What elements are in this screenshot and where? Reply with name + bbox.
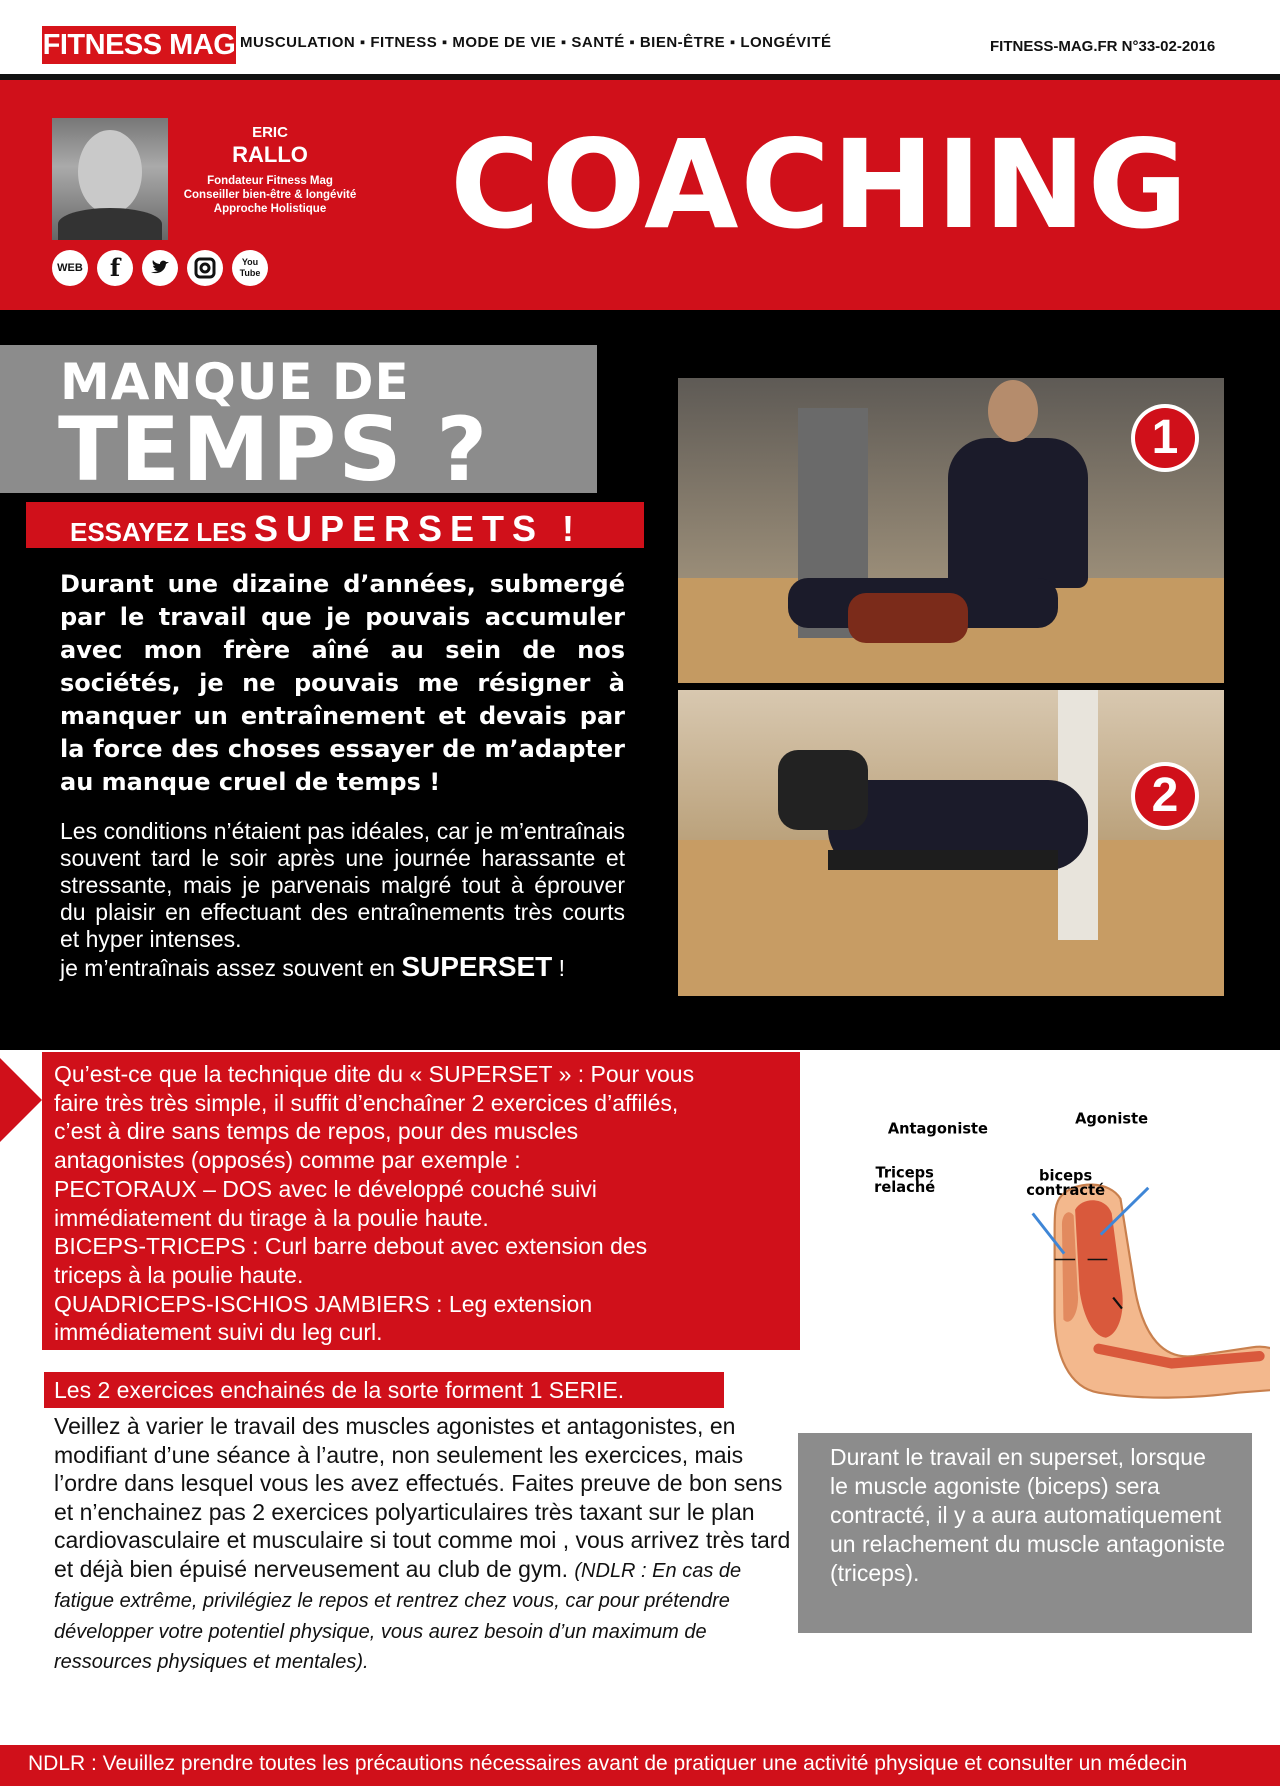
- author-last-name: RALLO: [232, 142, 308, 167]
- headline-line1: MANQUE DE: [60, 353, 410, 411]
- sidebar-text: Durant le travail en superset, lorsque le muscle agoniste (biceps) sera contracté, il y a aura automatiquement un relachement du muscle antagoniste (triceps).: [830, 1444, 1226, 1586]
- subheadline-prefix: ESSAYEZ LES: [70, 517, 254, 547]
- photo-badge-2: [1131, 762, 1199, 830]
- subheadline: [70, 508, 582, 550]
- author-first-name: ERIC: [252, 124, 288, 141]
- pointer-arrow: [0, 1058, 42, 1142]
- section-title: COACHING: [450, 114, 1190, 256]
- editor-note: (NDLR : En cas de fatigue extrême, privilégiez le repos et rentrez chez vous, car pour prétendre développer votre potentiel physique, vous aurez besoin d’un maximum de ressources physiques et mentales).: [54, 1559, 742, 1673]
- athlete-shoes: [778, 750, 868, 830]
- body-paragraph-2: [54, 1412, 794, 1677]
- agonist-label: Agoniste: [1075, 1110, 1149, 1128]
- triceps-label-1: Triceps: [875, 1164, 934, 1182]
- definition-text: [54, 1060, 794, 1347]
- biceps-label-1: biceps: [1038, 1167, 1093, 1185]
- photo-badge-2-label: 2: [1135, 766, 1195, 826]
- subheadline-main: SUPERSETS !: [254, 508, 583, 549]
- facebook-icon[interactable]: f: [97, 250, 133, 286]
- definition-line: immédiatement du tirage à la poulie haute.: [54, 1204, 489, 1231]
- top-navigation[interactable]: MUSCULATION ▪ FITNESS ▪ MODE DE VIE ▪ SANTÉ ▪ BIEN-ÊTRE ▪ LONGÉVITÉ: [240, 34, 832, 51]
- body-paragraph-1-last: je m’entraînais assez souvent en: [60, 955, 402, 981]
- author-role: [160, 174, 380, 216]
- author-role-line: Fondateur Fitness Mag: [207, 175, 333, 187]
- twitter-icon[interactable]: [142, 250, 178, 286]
- youtube-icon[interactable]: You Tube: [232, 250, 268, 286]
- photo-badge-1: [1131, 404, 1199, 472]
- superset-emphasis: SUPERSET: [401, 951, 553, 982]
- brand-logo[interactable]: FITNESS MAG: [42, 26, 236, 64]
- definition-line: c’est à dire sans temps de repos, pour des muscles: [54, 1118, 579, 1145]
- instagram-icon[interactable]: [187, 250, 223, 286]
- athlete-head: [988, 380, 1038, 442]
- body-paragraph-1-end: !: [552, 955, 566, 981]
- biceps-label-2: contracté: [1026, 1182, 1106, 1200]
- definition-line: antagonistes (opposés) comme par exemple :: [54, 1147, 521, 1174]
- author-role-line: Conseiller bien-être & longévité: [183, 189, 357, 201]
- body-paragraph-2-text: Veillez à varier le travail des muscles agonistes et antagonistes, en modifiant d’une séance à l’autre, non seulement les exercices, mais l’ordre dans lesquel vous les avez effectués. Faites preuve de bon sens et n’enchainez pas 2 exercices polyarticulaires très taxant sur le plan cardiovasculaire et musculaire si tout comme moi , vous arrivez très tard et déjà bien épuisé nerveusement au club de gym.: [54, 1413, 791, 1582]
- definition-line: Qu’est-ce que la technique dite du « SUPERSET » : Pour vous: [54, 1061, 695, 1087]
- antagonist-label: Antagoniste: [887, 1120, 988, 1138]
- author-role-line: Approche Holistique: [213, 203, 327, 215]
- athlete: [948, 438, 1088, 588]
- definition-line: triceps à la poulie haute.: [54, 1261, 304, 1288]
- twitter-bird-icon: [142, 250, 178, 286]
- series-note: Les 2 exercices enchainés de la sorte forment 1 SERIE.: [54, 1377, 625, 1403]
- body-paragraph-1-text: Les conditions n’étaient pas idéales, car je m’entraînais souvent tard le soir après une journée harassante et stressante, mais je parvenais malgré tout à éprouver du plaisir en effectuant des entraînements très courts et hyper intenses.: [60, 818, 625, 952]
- triceps-label-2: relaché: [874, 1179, 936, 1197]
- machine-pad: [848, 593, 968, 643]
- definition-line: BICEPS-TRICEPS : Curl barre debout avec extension des: [54, 1233, 648, 1260]
- definition-line: faire très très simple, il suffit d’enchaîner 2 exercices d’affilés,: [54, 1089, 679, 1116]
- web-icon[interactable]: WEB: [52, 250, 88, 286]
- author-face: [78, 130, 142, 214]
- headline-line2: TEMPS ?: [58, 398, 490, 501]
- footer-disclaimer: NDLR : Veuillez prendre toutes les précautions nécessaires avant de pratiquer une activité physique et consulter un médecin: [28, 1752, 1188, 1775]
- definition-line: QUADRICEPS-ISCHIOS JAMBIERS : Leg extension: [54, 1290, 593, 1317]
- issue-number: FITNESS-MAG.FR N°33-02-2016: [990, 38, 1216, 55]
- camera-icon: [187, 250, 223, 286]
- definition-line: immédiatement suivi du leg curl.: [54, 1319, 383, 1346]
- body-paragraph-1: [60, 818, 625, 982]
- definition-line: PECTORAUX – DOS avec le développé couché suivi: [54, 1175, 597, 1202]
- photo-badge-1-label: 1: [1135, 408, 1195, 468]
- author-shoulders: [58, 208, 162, 240]
- intro-paragraph: Durant une dizaine d’années, submergé par le travail que je pouvais accumuler avec mon frère aîné au sein de nos sociétés, je ne pouvais me résigner à manquer un entraînement et devais par la force des choses essayer de m’adapter au manque cruel de temps !: [60, 570, 625, 796]
- exercise-photo-2: [678, 690, 1224, 996]
- bench: [828, 850, 1058, 870]
- muscle-diagram: [810, 1100, 1270, 1400]
